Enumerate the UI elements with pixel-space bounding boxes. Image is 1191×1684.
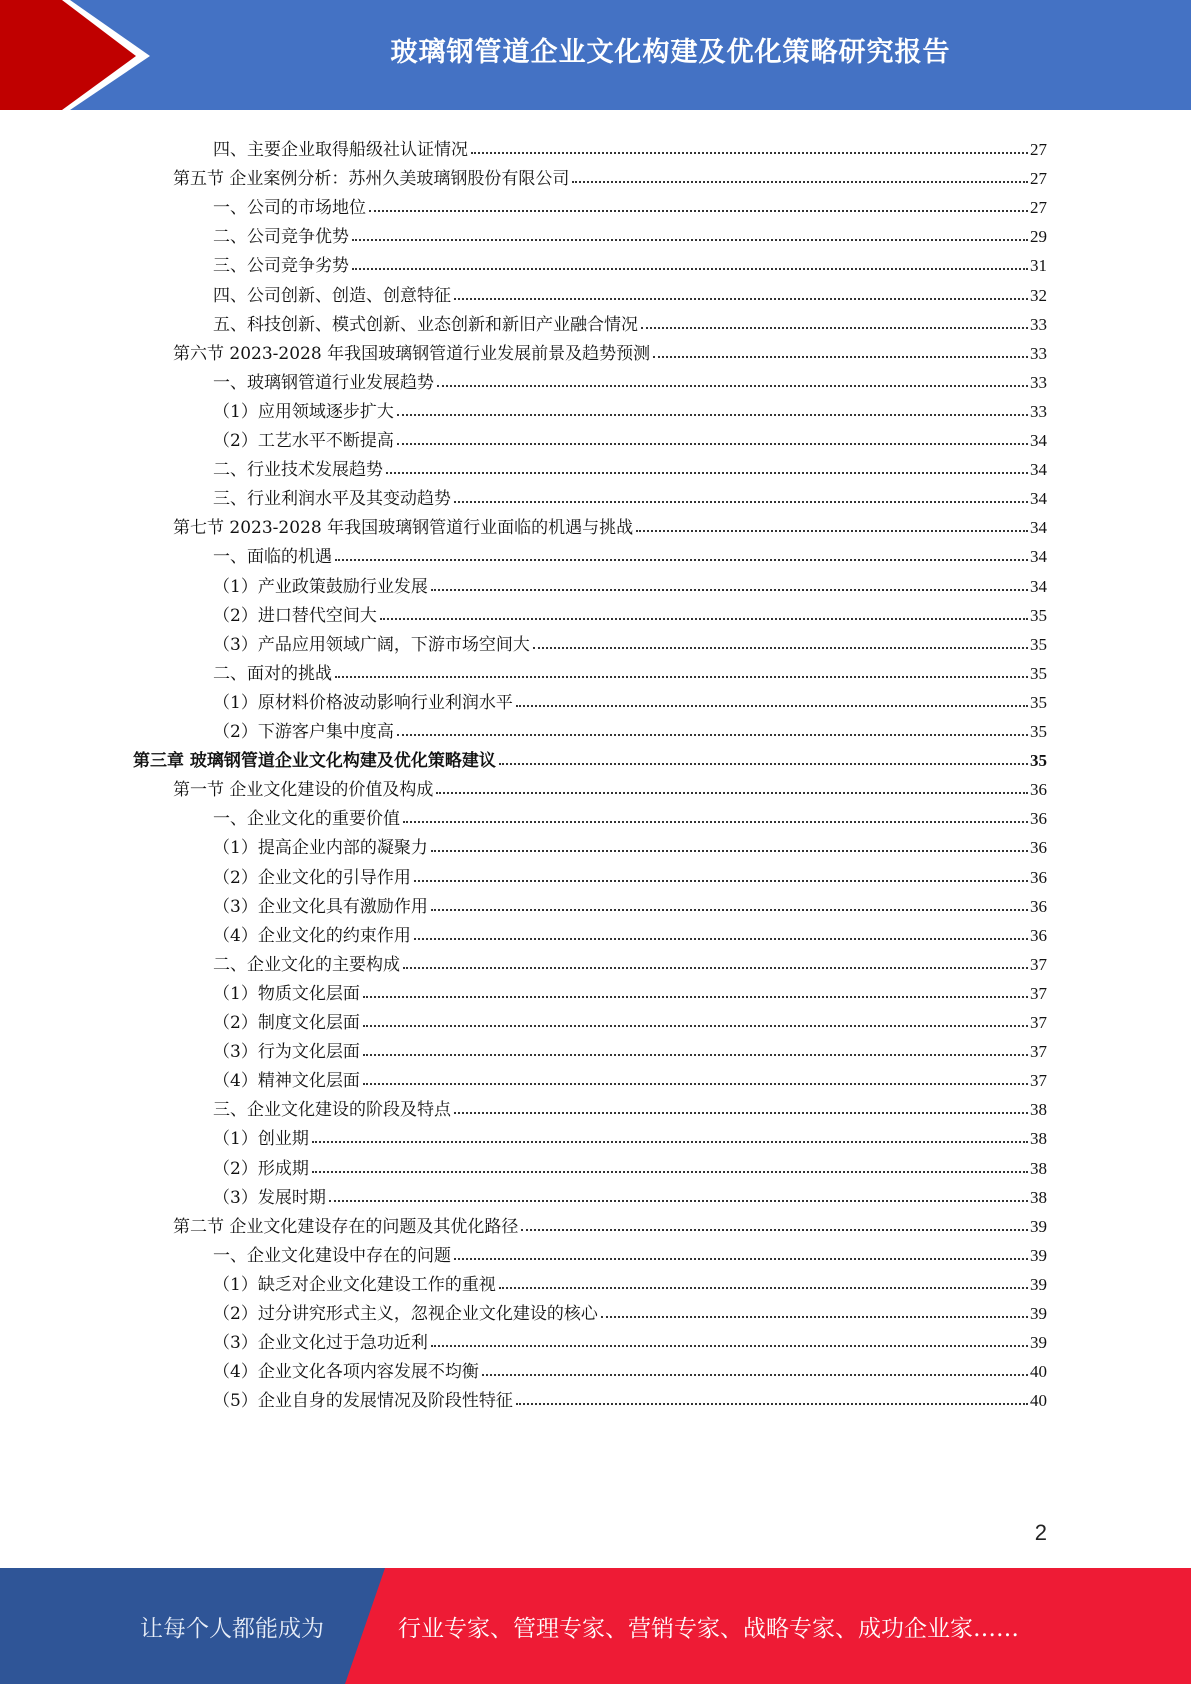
toc-entry[interactable] <box>213 131 1047 160</box>
dot-leader <box>636 530 1028 532</box>
dot-leader <box>380 618 1028 620</box>
dot-leader <box>431 589 1028 591</box>
dot-leader <box>414 938 1028 940</box>
toc-entry-label: 一、公司的市场地位 <box>213 193 369 218</box>
toc-entry[interactable] <box>213 975 1047 1004</box>
toc-entry[interactable] <box>213 422 1047 451</box>
toc-entry-page: 36 <box>1030 896 1047 916</box>
toc-entry-label: （1）原材料价格波动影响行业利润水平 <box>213 688 516 713</box>
toc-entry-label: （3）行为文化层面 <box>213 1037 363 1062</box>
toc-entry[interactable] <box>213 568 1047 597</box>
toc-entry[interactable] <box>213 451 1047 480</box>
toc-entry-page: 33 <box>1030 314 1047 334</box>
toc-entry-label: （3）企业文化具有激励作用 <box>213 892 431 917</box>
toc-entry[interactable] <box>213 364 1047 393</box>
toc-entry-page: 40 <box>1030 1362 1047 1382</box>
dot-leader <box>499 763 1028 765</box>
toc-entry-page: 36 <box>1030 925 1047 945</box>
toc-entry-page: 27 <box>1030 140 1047 159</box>
dot-leader <box>397 414 1028 416</box>
toc-entry[interactable] <box>213 1382 1047 1411</box>
dot-leader <box>471 152 1028 154</box>
toc-entry[interactable] <box>213 1266 1047 1295</box>
toc-entry-label: 第六节 2023-2028 年我国玻璃钢管道行业发展前景及趋势预测 <box>173 339 653 364</box>
toc-entry-label: （1）产业政策鼓励行业发展 <box>213 572 431 597</box>
toc-entry-label: （3）产品应用领域广阔，下游市场空间大 <box>213 630 533 655</box>
toc-entry[interactable] <box>213 655 1047 684</box>
toc-entry-page: 29 <box>1030 227 1047 247</box>
toc-entry-label: 四、主要企业取得船级社认证情况 <box>213 135 471 160</box>
toc-entry-page: 35 <box>1030 663 1047 683</box>
dot-leader <box>403 967 1028 969</box>
dot-leader <box>363 1054 1028 1056</box>
toc-entry-label: 二、面对的挑战 <box>213 659 335 684</box>
toc-entry-label: 一、企业文化的重要价值 <box>213 804 403 829</box>
toc-entry-page: 35 <box>1030 751 1047 771</box>
dot-leader <box>521 1229 1028 1231</box>
toc-entry[interactable] <box>213 597 1047 626</box>
toc-entry-page: 39 <box>1030 1245 1047 1265</box>
toc-entry-label: 三、公司竞争劣势 <box>213 251 352 276</box>
toc-entry[interactable] <box>213 626 1047 655</box>
toc-entry[interactable] <box>133 742 1047 771</box>
toc-entry[interactable] <box>213 277 1047 306</box>
toc-entry-page: 27 <box>1030 169 1047 189</box>
dot-leader <box>516 705 1028 707</box>
toc-entry-page: 35 <box>1030 722 1047 741</box>
toc-entry[interactable] <box>213 800 1047 829</box>
dot-leader <box>403 821 1028 823</box>
toc-entry[interactable] <box>213 888 1047 917</box>
toc-entry[interactable] <box>213 1091 1047 1120</box>
toc-entry[interactable] <box>213 1033 1047 1062</box>
toc-entry[interactable] <box>213 306 1047 335</box>
toc-entry[interactable] <box>173 335 1047 364</box>
toc-entry-page: 36 <box>1030 867 1047 887</box>
dot-leader <box>431 850 1028 852</box>
toc-entry[interactable] <box>213 1150 1047 1179</box>
toc-entry-page: 31 <box>1030 256 1047 276</box>
dot-leader <box>363 996 1028 998</box>
dot-leader <box>572 181 1028 183</box>
toc-entry-page: 35 <box>1030 634 1047 654</box>
dot-leader <box>641 327 1028 329</box>
toc-entry-page: 39 <box>1030 1304 1047 1323</box>
dot-leader <box>312 1171 1028 1173</box>
toc-entry-page: 38 <box>1030 1158 1047 1178</box>
toc-entry-page: 34 <box>1030 431 1047 450</box>
toc-entry-page: 34 <box>1030 518 1047 538</box>
toc-entry-label: （2）形成期 <box>213 1154 312 1179</box>
arrow-decoration-icon <box>0 0 160 110</box>
toc-entry-label: （3）企业文化过于急功近利 <box>213 1328 431 1353</box>
toc-entry-label: （3）发展时期 <box>213 1183 329 1208</box>
dot-leader <box>363 1083 1028 1085</box>
toc-entry-page: 33 <box>1030 372 1047 392</box>
toc-entry[interactable] <box>213 218 1047 247</box>
toc-entry[interactable] <box>213 1179 1047 1208</box>
toc-entry-label: 第五节 企业案例分析：苏州久美玻璃钢股份有限公司 <box>173 164 572 189</box>
toc-entry-label: 第二节 企业文化建设存在的问题及其优化路径 <box>173 1212 521 1237</box>
toc-entry[interactable] <box>213 829 1047 858</box>
toc-entry-page: 34 <box>1030 547 1047 567</box>
toc-entry-page: 37 <box>1030 954 1047 974</box>
toc-entry-label: （2）进口替代空间大 <box>213 601 380 626</box>
toc-entry[interactable] <box>173 160 1047 189</box>
toc-entry-label: 一、面临的机遇 <box>213 542 335 567</box>
toc-entry-page: 36 <box>1030 809 1047 829</box>
toc-entry-label: （1）创业期 <box>213 1124 312 1149</box>
toc-entry-page: 34 <box>1030 489 1047 509</box>
dot-leader <box>414 880 1028 882</box>
toc-entry-label: 第七节 2023-2028 年我国玻璃钢管道行业面临的机遇与挑战 <box>173 513 636 538</box>
toc-entry[interactable] <box>213 247 1047 276</box>
toc-entry-page: 27 <box>1030 198 1047 218</box>
toc-entry-page: 37 <box>1030 983 1047 1003</box>
dot-leader <box>431 1345 1028 1347</box>
page-footer <box>0 1568 1191 1684</box>
toc-entry-label: （2）过分讲究形式主义，忽视企业文化建设的核心 <box>213 1299 601 1324</box>
dot-leader <box>363 1025 1028 1027</box>
dot-leader <box>386 472 1028 474</box>
dot-leader <box>601 1316 1028 1318</box>
dot-leader <box>454 1112 1028 1114</box>
dot-leader <box>329 1200 1028 1202</box>
dot-leader <box>352 268 1028 270</box>
dot-leader <box>499 1287 1028 1289</box>
toc-entry-label: （2）企业文化的引导作用 <box>213 863 414 888</box>
toc-entry-label: 二、公司竞争优势 <box>213 222 352 247</box>
toc-entry-label: （1）应用领域逐步扩大 <box>213 397 397 422</box>
slogan-left: 让每个人都能成为 <box>140 1616 324 1642</box>
toc-entry[interactable] <box>213 1237 1047 1266</box>
toc-entry[interactable] <box>213 1120 1047 1149</box>
toc-entry-page: 38 <box>1030 1100 1047 1120</box>
slogan-right: 行业专家、管理专家、营销专家、战略专家、成功企业家…… <box>398 1616 1019 1642</box>
toc-entry-page: 35 <box>1030 605 1047 625</box>
toc-entry-label: （1）缺乏对企业文化建设工作的重视 <box>213 1270 499 1295</box>
toc-entry[interactable] <box>173 1208 1047 1237</box>
page-number: 2 <box>1034 1520 1047 1545</box>
toc-entry[interactable] <box>213 393 1047 422</box>
page-header <box>0 0 1191 110</box>
dot-leader <box>454 1258 1028 1260</box>
dot-leader <box>335 676 1028 678</box>
toc-entry-label: （2）制度文化层面 <box>213 1008 363 1033</box>
dot-leader <box>454 298 1028 300</box>
toc-entry-page: 40 <box>1030 1391 1047 1411</box>
toc-entry-label: （4）精神文化层面 <box>213 1066 363 1091</box>
toc-entry-label: （4）企业文化的约束作用 <box>213 921 414 946</box>
toc-entry-label: （4）企业文化各项内容发展不均衡 <box>213 1357 482 1382</box>
toc-entry[interactable] <box>213 946 1047 975</box>
toc-entry-page: 37 <box>1030 1071 1047 1091</box>
document-title: 玻璃钢管道企业文化构建及优化策略研究报告 <box>390 37 951 68</box>
toc-entry-page: 38 <box>1030 1129 1047 1149</box>
toc-entry[interactable] <box>213 859 1047 888</box>
toc-entry[interactable] <box>213 684 1047 713</box>
toc-entry[interactable] <box>213 1062 1047 1091</box>
toc-entry-label: （2）工艺水平不断提高 <box>213 426 397 451</box>
toc-entry-page: 32 <box>1030 285 1047 305</box>
dot-leader <box>352 239 1028 241</box>
toc-entry-label: （5）企业自身的发展情况及阶段性特征 <box>213 1386 516 1411</box>
dot-leader <box>482 1374 1028 1376</box>
toc-entry-page: 38 <box>1030 1187 1047 1207</box>
toc-entry-page: 36 <box>1030 780 1047 800</box>
toc-entry-label: 五、科技创新、模式创新、业态创新和新旧产业融合情况 <box>213 310 641 335</box>
dot-leader <box>454 501 1028 503</box>
toc-entry-label: 二、行业技术发展趋势 <box>213 455 386 480</box>
toc-entry-page: 36 <box>1030 838 1047 858</box>
dot-leader <box>653 356 1028 358</box>
toc-entry[interactable] <box>213 480 1047 509</box>
toc-entry[interactable] <box>213 538 1047 567</box>
dot-leader <box>533 647 1028 649</box>
toc-entry-label: 一、企业文化建设中存在的问题 <box>213 1241 454 1266</box>
toc-entry-label: 第三章 玻璃钢管道企业文化构建及优化策略建议 <box>133 746 499 771</box>
toc-entry[interactable] <box>213 713 1047 742</box>
dot-leader <box>516 1403 1028 1405</box>
dot-leader <box>431 909 1028 911</box>
dot-leader <box>437 385 1028 387</box>
dot-leader <box>397 443 1028 445</box>
dot-leader <box>397 734 1028 736</box>
toc-entry-page: 39 <box>1030 1274 1047 1294</box>
toc-entry[interactable] <box>213 1004 1047 1033</box>
toc-entry[interactable] <box>173 509 1047 538</box>
toc-entry-page: 33 <box>1030 401 1047 421</box>
toc-entry-page: 39 <box>1030 1333 1047 1353</box>
toc-entry-label: 四、公司创新、创造、创意特征 <box>213 281 454 306</box>
toc-entry-label: （2）下游客户集中度高 <box>213 717 397 742</box>
toc-entry-page: 37 <box>1030 1042 1047 1062</box>
toc-entry-label: （1）物质文化层面 <box>213 979 363 1004</box>
toc-entry-page: 34 <box>1030 460 1047 480</box>
toc-entry-label: 三、行业利润水平及其变动趋势 <box>213 484 454 509</box>
toc-entry[interactable] <box>213 189 1047 218</box>
toc-entry-page: 39 <box>1030 1216 1047 1236</box>
toc-entry-page: 34 <box>1030 576 1047 596</box>
dot-leader <box>369 210 1028 212</box>
dot-leader <box>436 792 1028 794</box>
toc-entry-page: 33 <box>1030 343 1047 363</box>
toc-entry[interactable] <box>213 917 1047 946</box>
toc-entry[interactable] <box>213 1295 1047 1324</box>
toc-entry-label: 三、企业文化建设的阶段及特点 <box>213 1095 454 1120</box>
toc-entry-page: 35 <box>1030 692 1047 712</box>
toc-entry-label: 一、玻璃钢管道行业发展趋势 <box>213 368 437 393</box>
toc-entry-page: 37 <box>1030 1013 1047 1032</box>
toc-entry-label: 二、企业文化的主要构成 <box>213 950 403 975</box>
toc-entry-label: （1）提高企业内部的凝聚力 <box>213 833 431 858</box>
dot-leader <box>312 1141 1028 1143</box>
dot-leader <box>335 559 1028 561</box>
toc-entry-label: 第一节 企业文化建设的价值及构成 <box>173 775 436 800</box>
toc-entry[interactable] <box>173 771 1047 800</box>
toc-entry[interactable] <box>213 1324 1047 1353</box>
toc-entry[interactable] <box>213 1353 1047 1382</box>
